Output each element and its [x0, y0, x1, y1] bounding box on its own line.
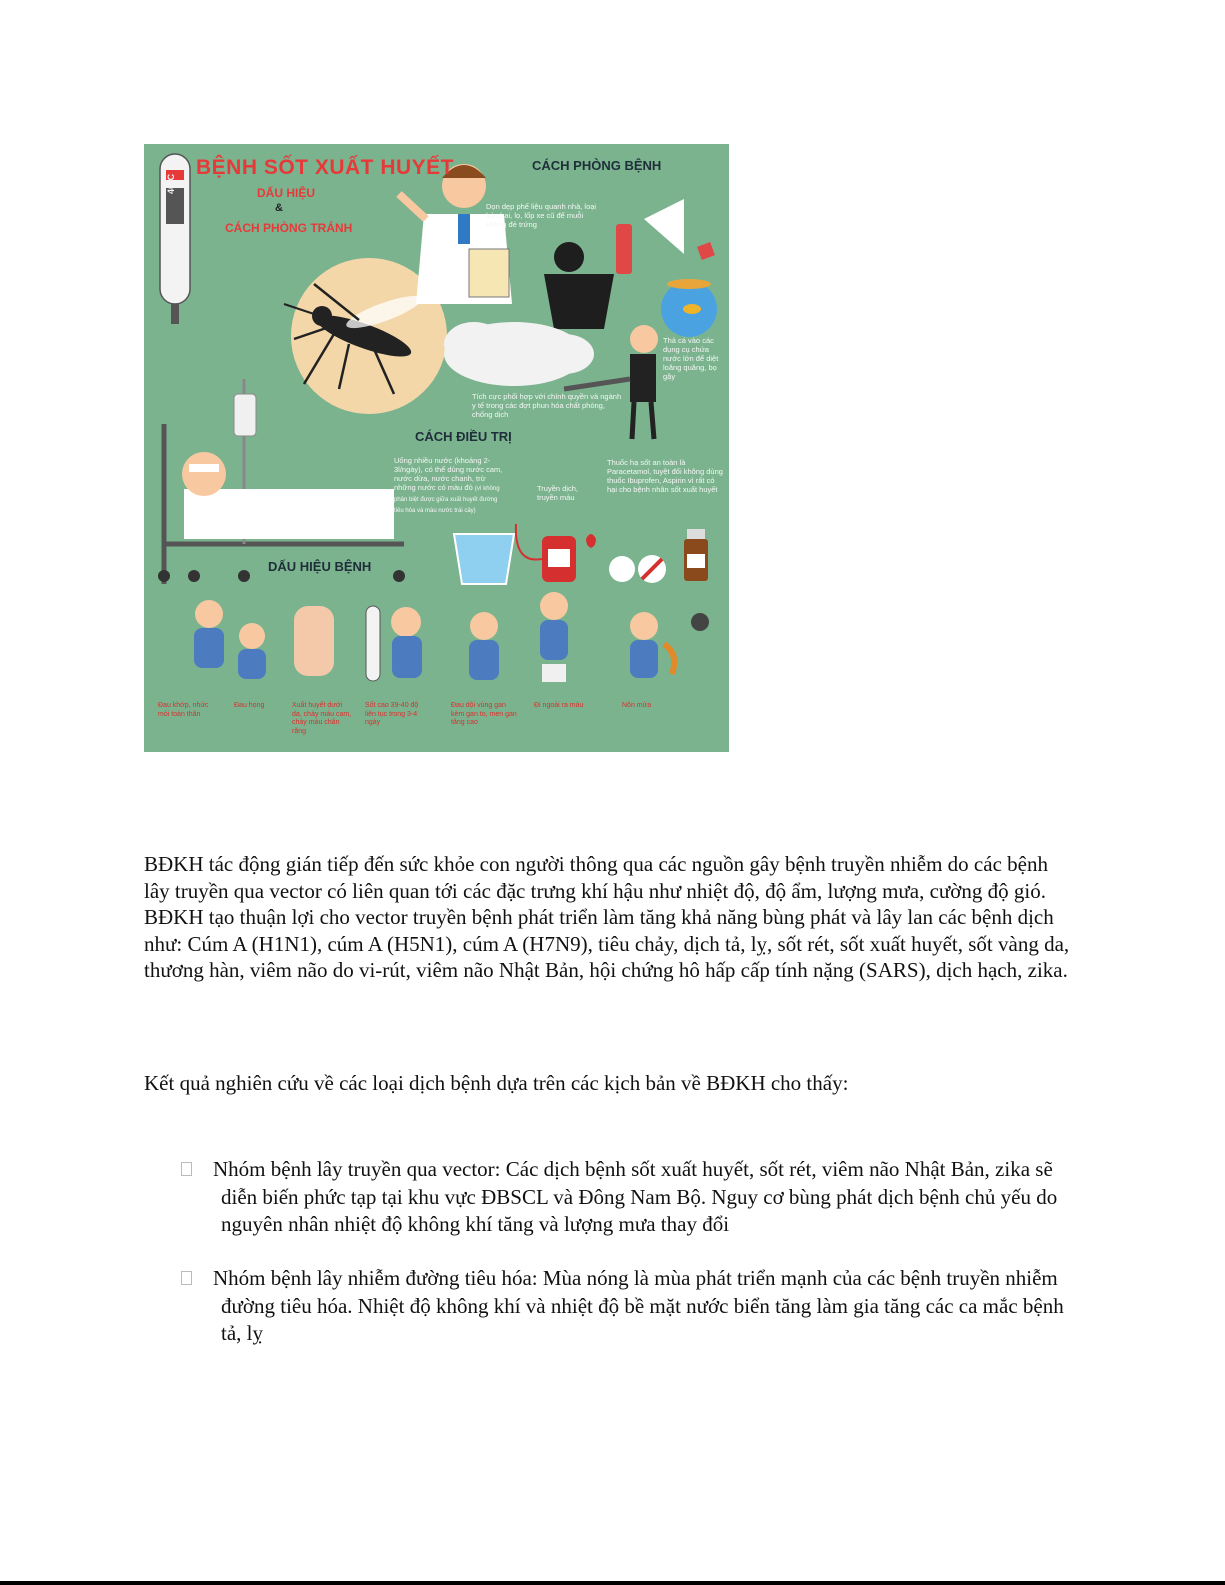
bullet-box-icon [181, 1162, 192, 1176]
note-water [394, 456, 506, 516]
fish-bowl-icon [661, 279, 717, 337]
infographic-ampersand: & [275, 202, 283, 214]
note-water-small: (vì không phân biệt được giữa xuất huyết đường tiêu hóa và màu nước trái cây) [394, 486, 500, 514]
paragraph-research-intro: Kết quả nghiên cứu về các loại dịch bệnh dựa trên các kịch bản về BĐKH cho thấy: [144, 1071, 849, 1095]
page-bottom-border [0, 1581, 1225, 1585]
list-item-text: Nhóm bệnh lây nhiễm đường tiêu hóa: Mùa nóng là mùa phát triển mạnh của các bệnh truyền nhiễm đường tiêu hóa. Nhiệt độ không khí và nhiệt độ bề mặt nước biển tăng làm gia tăng các ca mắc bệnh tả, lỵ [213, 1266, 1064, 1345]
water-glass-icon [454, 534, 514, 584]
dengue-infographic [144, 144, 729, 752]
note-cleanup: Dọn dẹp phế liệu quanh nhà, loại bỏ chai, lọ, lốp xe cũ để muỗi không đẻ trứng [486, 202, 597, 229]
note-water-text: Uống nhiều nước (khoảng 2-3l/ngày), có thể dùng nước cam, nước dừa, nước chanh, trừ những nước có màu đỏ [394, 456, 503, 492]
symptom-caption: Sốt cao 39-40 độ liên tục trong 3-4 ngày [365, 702, 419, 726]
blood-bag-icon [516, 524, 596, 582]
symptom-figures [194, 592, 709, 682]
list-item-text: Nhóm bệnh lây truyền qua vector: Các dịch bệnh sốt xuất huyết, sốt rét, viêm não Nhật Bản, zika sẽ diễn biến phức tạp tại khu vực ĐBSCL và Đông Nam Bộ. Nguy cơ bùng phát dịch bệnh chủ yếu do nguyên nhân nhiệt độ không khí tăng và lượng mưa thay đổi [213, 1157, 1058, 1236]
infographic-subtitle-prevention: CÁCH PHÒNG TRÁNH [225, 221, 353, 235]
trash-bin-icon [544, 242, 614, 329]
note-spray: Tích cực phối hợp với chính quyền và ngành y tế trong các đợt phun hóa chất phòng, chống dịch [472, 392, 622, 419]
symptom-caption: Đi ngoài ra máu [534, 702, 584, 709]
symptom-caption: Xuất huyết dưới da, chảy máu cam, chảy máu chân răng [292, 702, 352, 735]
infographic-illustration [144, 144, 729, 752]
spray-can-icon [616, 199, 715, 274]
note-fish: Thả cá vào các dụng cụ chứa nước lớn để diệt loăng quăng, bọ gậy [663, 336, 719, 381]
note-medicine: Thuốc hạ sốt an toàn là Paracetamol, tuyệt đối không dùng thuốc Ibuprofen, Aspirin vì rất có hại cho bệnh nhân sốt xuất huyết [607, 458, 723, 494]
infographic-subtitle-signs: DẤU HIỆU [257, 186, 316, 200]
symptom-caption: Đau dội vùng gan kèm gan to, men gan tăng cao [451, 702, 517, 726]
paragraph-climate-health: BĐKH tác động gián tiếp đến sức khỏe con người thông qua các nguồn gây bệnh truyền nhiễm do các bệnh lây truyền qua vector có liên quan tới các đặc trưng khí hậu như nhiệt độ, độ ẩm, lượng mưa, cường độ gió. BĐKH tạo thuận lợi cho vector truyền bệnh phát triển làm tăng khả năng bùng phát và lây lan các bệnh dịch như: Cúm A (H1N1), cúm A (H5N1), cúm A (H7N9), tiêu chảy, dịch tả, lỵ, sốt rét, sốt xuất huyết, sốt vàng da, thương hàn, viêm não do vi-rút, viêm não Nhật Bản, hội chứng hô hấp cấp tính nặng (SARS), dịch hạch, zika. [144, 852, 1070, 982]
symptom-caption: Đau khớp, nhức mỏi toàn thân [158, 702, 209, 718]
list-item [181, 1265, 1081, 1350]
fog-cloud-icon [444, 322, 594, 386]
bullet-box-icon [181, 1271, 192, 1285]
infographic-title: BỆNH SỐT XUẤT HUYẾT [196, 156, 455, 179]
medicine-icon [609, 529, 708, 583]
symptom-caption: Nôn mửa [622, 702, 652, 709]
heading-treatment: CÁCH ĐIỀU TRỊ [415, 429, 512, 444]
list-item [181, 1156, 1081, 1241]
symptom-caption: Đau họng [234, 702, 265, 709]
heading-prevention: CÁCH PHÒNG BỆNH [532, 158, 662, 173]
note-transfusion: Truyền dịch, truyền máu [537, 484, 578, 502]
heading-symptoms: DẤU HIỆU BỆNH [268, 559, 372, 574]
